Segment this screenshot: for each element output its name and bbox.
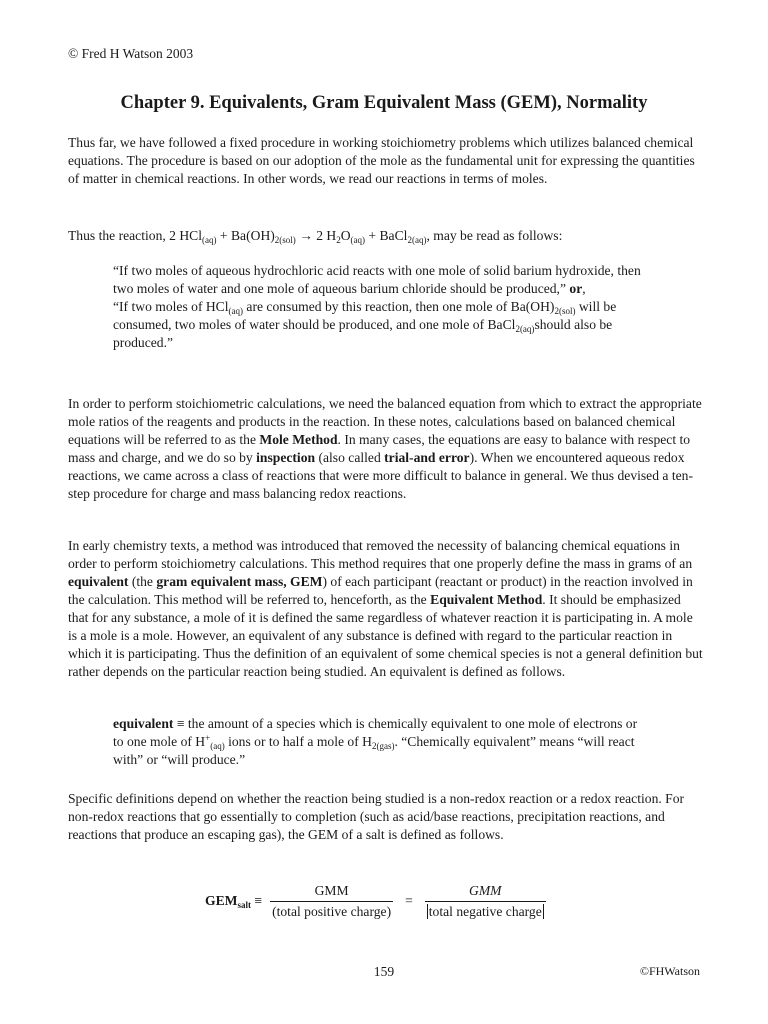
quote2-baoh-subscript: 2(sol): [554, 306, 576, 316]
quote2-part1: “If two moles of HCl: [113, 299, 229, 314]
formula-lhs: [205, 893, 262, 909]
equivalent-method-paragraph: [68, 537, 704, 681]
non-redox-paragraph: Specific definitions depend on whether the reaction being studied is a non-redox reaction or a redox reaction. For non-redox reactions that go essentially to completion (such as acid/base reactions, precipitation reactions, and reactions that produce an escaping gas), the GEM of a salt is defined as follows.: [68, 791, 685, 842]
para3-text4: . It should be emphasized that for any substance, a mole of it is defined the same regardless of whatever reaction it is participating in. A mole is a mole is a mole. However, an equivalent of any substance is defined with regard to the particular reaction in which it is participating. Thus the definition of an equivalent of some chemical species is not a general definition but rather depends on the particular reaction being studied. An equivalent is defined as follows.: [68, 592, 703, 679]
formula-equiv-symbol: ≡: [250, 893, 263, 908]
h-subscript: 2: [336, 235, 341, 245]
reaction-prefix: Thus the reaction, 2 HCl: [68, 228, 203, 243]
baoh-subscript: 2(sol): [274, 235, 296, 245]
equivalent-term: equivalent: [68, 574, 129, 589]
inspection-term: inspection: [256, 450, 316, 465]
quote-block: “If two moles of aqueous hydrochloric acid reacts with one mole of solid barium hydroxide, then two moles of water and one mole of aqueous barium chloride should be produced,” or, “If two moles of HCl$_{(aq)}$ are consumed by this reaction, then one mole of $Ba(OH)_{2(sol)}$ will be consumed, two moles of water should be produced, and one mole of BaCl$_{2(aq)}$should also be produced.”: [113, 263, 641, 350]
fraction1-denominator: (total positive charge): [270, 901, 393, 920]
trial-and-error-term: trial-and error: [384, 450, 470, 465]
equivalent-method-term: Equivalent Method: [430, 592, 543, 607]
definition-text3: . “Chemically equivalent” means “will react with” or “will produce.”: [113, 734, 635, 767]
para2-text2: . In many cases, the equations are easy to balance with respect to mass and charge, and we do so by: [68, 432, 691, 465]
mole-method-term: Mole Method: [259, 432, 338, 447]
absolute-value-bars: total negative charge: [428, 903, 542, 919]
h-aq-subscript: (aq): [210, 741, 225, 751]
quote2-bacl-subscript: 2(aq): [515, 324, 535, 334]
fraction-negative: [425, 883, 546, 920]
bacl-subscript: 2(aq): [407, 235, 427, 245]
formula-salt-subscript: salt: [237, 900, 251, 910]
para3-text1: In early chemistry texts, a method was introduced that removed the necessity of balancing chemical equations in order to perform stoichiometry calculations. This method requires that one properly define the mass in grams of an: [68, 538, 693, 571]
gem-term: gram equivalent mass, GEM: [156, 574, 323, 589]
quote2-part2: are consumed by this reaction, then one mole of Ba(OH): [243, 299, 555, 314]
reaction-plus1: + Ba(OH): [216, 228, 275, 243]
o-subscript: (aq): [350, 235, 366, 245]
fraction2-denominator: [425, 901, 546, 920]
reaction-suffix: , may be read as follows:: [426, 228, 563, 243]
reaction-o: O: [340, 228, 351, 243]
h-superscript: +: [205, 733, 211, 743]
quote2-hcl-subscript: (aq): [228, 306, 244, 316]
intro-paragraph: Thus far, we have followed a fixed procedure in working stoichiometry problems which utilizes balanced chemical equations. The procedure is based on our adoption of the mole as the fundamental unit for expressing the quantities of matter in chemical reactions. In other words, we read our reactions in terms of moles.: [68, 135, 695, 186]
definition-term: equivalent: [113, 716, 174, 731]
equivalent-definition: [113, 715, 643, 769]
copyright-notice: © Fred H Watson 2003: [68, 46, 194, 61]
quote1-text: “If two moles of aqueous hydrochloric acid reacts with one mole of solid barium hydroxide, then two moles of water and one mole of aqueous barium chloride should be produced,”: [113, 263, 641, 296]
fraction1-numerator: GMM: [314, 882, 349, 898]
quote1-or: or: [569, 281, 583, 296]
reaction-arrow: → 2 H: [295, 228, 337, 243]
quote2-part4: should also be produced.”: [113, 317, 613, 350]
fraction2-numerator: GMM: [469, 882, 502, 898]
formula-equals: =: [405, 893, 413, 908]
para2-text4: ). When we encountered aqueous redox reactions, we came across a class of reactions that were more difficult to balance in general. We thus devised a ten-step procedure for charge and mass balancing redox reactions.: [68, 450, 693, 501]
footer-copyright: ©FHWatson: [639, 964, 700, 978]
page-number: 159: [373, 964, 395, 979]
gem-salt-formula: [205, 878, 554, 924]
mole-method-paragraph: [68, 395, 704, 503]
quote2-part3: will be consumed, two moles of water should be produced, and one mole of BaCl: [113, 299, 617, 332]
hcl-subscript: (aq): [202, 235, 217, 245]
definition-text2: ions or to half a mole of H: [224, 734, 372, 749]
definition-text1: ≡ the amount of a species which is chemically equivalent to one mole of electrons or to one mole of H: [113, 716, 638, 749]
h2-gas-subscript: 2(gas): [371, 741, 395, 751]
para2-text3: (also called: [315, 450, 385, 465]
reaction-line: [68, 227, 704, 245]
formula-gem: GEM: [205, 893, 238, 908]
para3-text2: (the: [128, 574, 157, 589]
para2-text1: In order to perform stoichiometric calculations, we need the balanced equation from which to extract the appropriate mole ratios of the reagents and products in the reaction. In these notes, calculations based on balanced chemical equations will be referred to as the: [68, 396, 702, 447]
reaction-plus2: + BaCl: [365, 228, 408, 243]
chapter-title: Chapter 9. Equivalents, Gram Equivalent Mass (GEM), Normality: [120, 93, 648, 113]
fraction-positive: [270, 883, 393, 920]
para3-text3: ) of each participant (reactant or product) in the reaction involved in the calculation. This method will be referred to, henceforth, as the: [68, 574, 693, 607]
